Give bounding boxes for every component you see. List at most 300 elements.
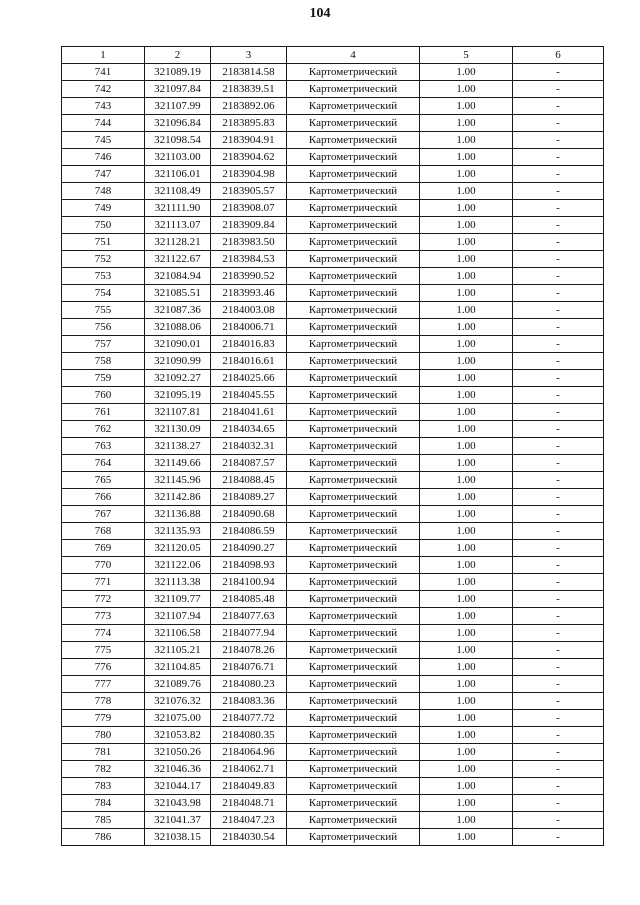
y-coordinate-cell: 2184090.27 [211,540,287,557]
x-coordinate-cell: 321130.09 [145,421,211,438]
point-number-cell: 745 [62,132,145,149]
x-coordinate-cell: 321044.17 [145,778,211,795]
method-cell: Картометрический [287,217,420,234]
point-number-cell: 742 [62,81,145,98]
description-cell: - [513,472,604,489]
point-number-cell: 778 [62,693,145,710]
accuracy-cell: 1.00 [420,285,513,302]
point-number-cell: 766 [62,489,145,506]
method-cell: Картометрический [287,557,420,574]
description-cell: - [513,438,604,455]
accuracy-cell: 1.00 [420,710,513,727]
x-coordinate-cell: 321149.66 [145,455,211,472]
x-coordinate-cell: 321090.01 [145,336,211,353]
description-cell: - [513,98,604,115]
method-cell: Картометрический [287,812,420,829]
point-number-cell: 779 [62,710,145,727]
description-cell: - [513,761,604,778]
table-row [62,336,604,353]
description-cell: - [513,625,604,642]
y-coordinate-cell: 2184077.72 [211,710,287,727]
description-cell: - [513,727,604,744]
x-coordinate-cell: 321107.99 [145,98,211,115]
y-coordinate-cell: 2184083.36 [211,693,287,710]
method-cell: Картометрический [287,472,420,489]
table-row [62,438,604,455]
y-coordinate-cell: 2183839.51 [211,81,287,98]
accuracy-cell: 1.00 [420,251,513,268]
description-cell: - [513,489,604,506]
description-cell: - [513,506,604,523]
description-cell: - [513,642,604,659]
x-coordinate-cell: 321095.19 [145,387,211,404]
table-row [62,608,604,625]
table-row [62,302,604,319]
x-coordinate-cell: 321136.88 [145,506,211,523]
x-coordinate-cell: 321105.21 [145,642,211,659]
point-number-cell: 756 [62,319,145,336]
x-coordinate-cell: 321046.36 [145,761,211,778]
table-row [62,81,604,98]
description-cell: - [513,455,604,472]
method-cell: Картометрический [287,455,420,472]
table-row [62,727,604,744]
x-coordinate-cell: 321050.26 [145,744,211,761]
point-number-cell: 768 [62,523,145,540]
point-number-cell: 741 [62,64,145,81]
method-cell: Картометрический [287,523,420,540]
description-cell: - [513,268,604,285]
x-coordinate-cell: 321138.27 [145,438,211,455]
point-number-cell: 771 [62,574,145,591]
accuracy-cell: 1.00 [420,98,513,115]
point-number-cell: 760 [62,387,145,404]
accuracy-cell: 1.00 [420,370,513,387]
column-header-accuracy: 5 [420,47,513,64]
x-coordinate-cell: 321104.85 [145,659,211,676]
method-cell: Картометрический [287,302,420,319]
method-cell: Картометрический [287,744,420,761]
y-coordinate-cell: 2184048.71 [211,795,287,812]
y-coordinate-cell: 2184088.45 [211,472,287,489]
method-cell: Картометрический [287,506,420,523]
y-coordinate-cell: 2184085.48 [211,591,287,608]
x-coordinate-cell: 321103.00 [145,149,211,166]
x-coordinate-cell: 321053.82 [145,727,211,744]
table-row [62,98,604,115]
y-coordinate-cell: 2183905.57 [211,183,287,200]
description-cell: - [513,744,604,761]
column-header-x-coordinate: 2 [145,47,211,64]
x-coordinate-cell: 321084.94 [145,268,211,285]
y-coordinate-cell: 2183993.46 [211,285,287,302]
accuracy-cell: 1.00 [420,489,513,506]
description-cell: - [513,132,604,149]
point-number-cell: 754 [62,285,145,302]
x-coordinate-cell: 321041.37 [145,812,211,829]
method-cell: Картометрический [287,540,420,557]
accuracy-cell: 1.00 [420,421,513,438]
x-coordinate-cell: 321106.58 [145,625,211,642]
table-row [62,268,604,285]
table-row [62,829,604,846]
table-row [62,591,604,608]
x-coordinate-cell: 321076.32 [145,693,211,710]
y-coordinate-cell: 2183895.83 [211,115,287,132]
table-row [62,370,604,387]
accuracy-cell: 1.00 [420,557,513,574]
table-row [62,455,604,472]
method-cell: Картометрический [287,81,420,98]
column-header-description: 6 [513,47,604,64]
accuracy-cell: 1.00 [420,506,513,523]
y-coordinate-cell: 2184098.93 [211,557,287,574]
table-row [62,319,604,336]
method-cell: Картометрический [287,642,420,659]
point-number-cell: 753 [62,268,145,285]
description-cell: - [513,217,604,234]
accuracy-cell: 1.00 [420,438,513,455]
accuracy-cell: 1.00 [420,302,513,319]
y-coordinate-cell: 2184078.26 [211,642,287,659]
point-number-cell: 744 [62,115,145,132]
y-coordinate-cell: 2184034.65 [211,421,287,438]
x-coordinate-cell: 321107.94 [145,608,211,625]
method-cell: Картометрический [287,64,420,81]
y-coordinate-cell: 2184030.54 [211,829,287,846]
y-coordinate-cell: 2184089.27 [211,489,287,506]
table-body [62,64,604,846]
point-number-cell: 782 [62,761,145,778]
accuracy-cell: 1.00 [420,115,513,132]
description-cell: - [513,302,604,319]
description-cell: - [513,200,604,217]
y-coordinate-cell: 2183904.91 [211,132,287,149]
x-coordinate-cell: 321142.86 [145,489,211,506]
table-row [62,132,604,149]
accuracy-cell: 1.00 [420,829,513,846]
description-cell: - [513,693,604,710]
table-row [62,421,604,438]
point-number-cell: 748 [62,183,145,200]
x-coordinate-cell: 321085.51 [145,285,211,302]
y-coordinate-cell: 2184087.57 [211,455,287,472]
x-coordinate-cell: 321135.93 [145,523,211,540]
description-cell: - [513,795,604,812]
description-cell: - [513,353,604,370]
table-row [62,506,604,523]
y-coordinate-cell: 2183983.50 [211,234,287,251]
point-number-cell: 762 [62,421,145,438]
accuracy-cell: 1.00 [420,676,513,693]
accuracy-cell: 1.00 [420,659,513,676]
accuracy-cell: 1.00 [420,64,513,81]
table-row [62,353,604,370]
accuracy-cell: 1.00 [420,625,513,642]
x-coordinate-cell: 321089.76 [145,676,211,693]
table-row [62,795,604,812]
point-number-cell: 770 [62,557,145,574]
method-cell: Картометрический [287,591,420,608]
x-coordinate-cell: 321092.27 [145,370,211,387]
method-cell: Картометрический [287,659,420,676]
table-row [62,404,604,421]
table-row [62,540,604,557]
accuracy-cell: 1.00 [420,693,513,710]
point-number-cell: 743 [62,98,145,115]
method-cell: Картометрический [287,353,420,370]
method-cell: Картометрический [287,166,420,183]
accuracy-cell: 1.00 [420,761,513,778]
method-cell: Картометрический [287,132,420,149]
table-row [62,625,604,642]
method-cell: Картометрический [287,710,420,727]
x-coordinate-cell: 321043.98 [145,795,211,812]
y-coordinate-cell: 2184100.94 [211,574,287,591]
x-coordinate-cell: 321128.21 [145,234,211,251]
accuracy-cell: 1.00 [420,336,513,353]
x-coordinate-cell: 321096.84 [145,115,211,132]
accuracy-cell: 1.00 [420,642,513,659]
y-coordinate-cell: 2183892.06 [211,98,287,115]
description-cell: - [513,778,604,795]
y-coordinate-cell: 2183984.53 [211,251,287,268]
accuracy-cell: 1.00 [420,81,513,98]
accuracy-cell: 1.00 [420,591,513,608]
x-coordinate-cell: 321113.38 [145,574,211,591]
table-row [62,642,604,659]
description-cell: - [513,557,604,574]
table-row [62,64,604,81]
y-coordinate-cell: 2184006.71 [211,319,287,336]
header-row [62,47,604,64]
description-cell: - [513,676,604,693]
point-number-cell: 747 [62,166,145,183]
table-row [62,557,604,574]
x-coordinate-cell: 321087.36 [145,302,211,319]
table-row [62,217,604,234]
point-number-cell: 763 [62,438,145,455]
method-cell: Картометрический [287,489,420,506]
description-cell: - [513,591,604,608]
column-header-method: 4 [287,47,420,64]
table-row [62,659,604,676]
point-number-cell: 757 [62,336,145,353]
x-coordinate-cell: 321113.07 [145,217,211,234]
y-coordinate-cell: 2184080.35 [211,727,287,744]
y-coordinate-cell: 2184016.83 [211,336,287,353]
y-coordinate-cell: 2184090.68 [211,506,287,523]
description-cell: - [513,285,604,302]
description-cell: - [513,149,604,166]
y-coordinate-cell: 2184045.55 [211,387,287,404]
description-cell: - [513,421,604,438]
table-row [62,234,604,251]
method-cell: Картометрический [287,268,420,285]
table-row [62,285,604,302]
y-coordinate-cell: 2184047.23 [211,812,287,829]
accuracy-cell: 1.00 [420,455,513,472]
x-coordinate-cell: 321122.06 [145,557,211,574]
description-cell: - [513,523,604,540]
description-cell: - [513,251,604,268]
accuracy-cell: 1.00 [420,234,513,251]
point-number-cell: 772 [62,591,145,608]
point-number-cell: 767 [62,506,145,523]
accuracy-cell: 1.00 [420,744,513,761]
description-cell: - [513,812,604,829]
method-cell: Картометрический [287,795,420,812]
coordinates-table [61,46,604,846]
x-coordinate-cell: 321109.77 [145,591,211,608]
table-row [62,574,604,591]
method-cell: Картометрический [287,319,420,336]
description-cell: - [513,183,604,200]
accuracy-cell: 1.00 [420,149,513,166]
point-number-cell: 780 [62,727,145,744]
accuracy-cell: 1.00 [420,540,513,557]
accuracy-cell: 1.00 [420,812,513,829]
y-coordinate-cell: 2183908.07 [211,200,287,217]
point-number-cell: 769 [62,540,145,557]
description-cell: - [513,404,604,421]
method-cell: Картометрический [287,183,420,200]
table-row [62,166,604,183]
point-number-cell: 775 [62,642,145,659]
table-row [62,523,604,540]
point-number-cell: 765 [62,472,145,489]
point-number-cell: 746 [62,149,145,166]
method-cell: Картометрический [287,387,420,404]
description-cell: - [513,81,604,98]
accuracy-cell: 1.00 [420,727,513,744]
table-row [62,489,604,506]
table-row [62,761,604,778]
point-number-cell: 785 [62,812,145,829]
x-coordinate-cell: 321038.15 [145,829,211,846]
method-cell: Картометрический [287,761,420,778]
y-coordinate-cell: 2184025.66 [211,370,287,387]
method-cell: Картометрический [287,149,420,166]
point-number-cell: 751 [62,234,145,251]
table-row [62,744,604,761]
method-cell: Картометрический [287,98,420,115]
accuracy-cell: 1.00 [420,608,513,625]
description-cell: - [513,387,604,404]
description-cell: - [513,234,604,251]
description-cell: - [513,166,604,183]
y-coordinate-cell: 2184080.23 [211,676,287,693]
accuracy-cell: 1.00 [420,166,513,183]
y-coordinate-cell: 2184041.61 [211,404,287,421]
point-number-cell: 764 [62,455,145,472]
column-header-y-coordinate: 3 [211,47,287,64]
accuracy-cell: 1.00 [420,268,513,285]
x-coordinate-cell: 321097.84 [145,81,211,98]
method-cell: Картометрический [287,404,420,421]
method-cell: Картометрический [287,115,420,132]
method-cell: Картометрический [287,693,420,710]
table-row [62,183,604,200]
x-coordinate-cell: 321106.01 [145,166,211,183]
table-row [62,778,604,795]
y-coordinate-cell: 2184032.31 [211,438,287,455]
point-number-cell: 784 [62,795,145,812]
y-coordinate-cell: 2184077.63 [211,608,287,625]
x-coordinate-cell: 321108.49 [145,183,211,200]
y-coordinate-cell: 2183904.62 [211,149,287,166]
method-cell: Картометрический [287,336,420,353]
y-coordinate-cell: 2184016.61 [211,353,287,370]
accuracy-cell: 1.00 [420,132,513,149]
point-number-cell: 749 [62,200,145,217]
description-cell: - [513,336,604,353]
y-coordinate-cell: 2184076.71 [211,659,287,676]
y-coordinate-cell: 2184077.94 [211,625,287,642]
point-number-cell: 781 [62,744,145,761]
point-number-cell: 786 [62,829,145,846]
page-number: 104 [309,6,331,21]
y-coordinate-cell: 2184086.59 [211,523,287,540]
point-number-cell: 758 [62,353,145,370]
accuracy-cell: 1.00 [420,387,513,404]
accuracy-cell: 1.00 [420,183,513,200]
accuracy-cell: 1.00 [420,472,513,489]
method-cell: Картометрический [287,727,420,744]
table-row [62,710,604,727]
x-coordinate-cell: 321107.81 [145,404,211,421]
description-cell: - [513,608,604,625]
accuracy-cell: 1.00 [420,404,513,421]
point-number-cell: 783 [62,778,145,795]
table-row [62,115,604,132]
method-cell: Картометрический [287,421,420,438]
y-coordinate-cell: 2184064.96 [211,744,287,761]
point-number-cell: 752 [62,251,145,268]
point-number-cell: 777 [62,676,145,693]
point-number-cell: 759 [62,370,145,387]
x-coordinate-cell: 321075.00 [145,710,211,727]
table-row [62,812,604,829]
method-cell: Картометрический [287,829,420,846]
x-coordinate-cell: 321090.99 [145,353,211,370]
point-number-cell: 776 [62,659,145,676]
method-cell: Картометрический [287,438,420,455]
accuracy-cell: 1.00 [420,353,513,370]
x-coordinate-cell: 321088.06 [145,319,211,336]
table-row [62,251,604,268]
y-coordinate-cell: 2184062.71 [211,761,287,778]
accuracy-cell: 1.00 [420,523,513,540]
x-coordinate-cell: 321111.90 [145,200,211,217]
method-cell: Картометрический [287,234,420,251]
y-coordinate-cell: 2183990.52 [211,268,287,285]
table-header [62,47,604,64]
point-number-cell: 773 [62,608,145,625]
y-coordinate-cell: 2183909.84 [211,217,287,234]
method-cell: Картометрический [287,574,420,591]
x-coordinate-cell: 321145.96 [145,472,211,489]
description-cell: - [513,829,604,846]
description-cell: - [513,540,604,557]
description-cell: - [513,319,604,336]
description-cell: - [513,574,604,591]
description-cell: - [513,370,604,387]
y-coordinate-cell: 2183904.98 [211,166,287,183]
table-row [62,149,604,166]
accuracy-cell: 1.00 [420,795,513,812]
table-row [62,200,604,217]
